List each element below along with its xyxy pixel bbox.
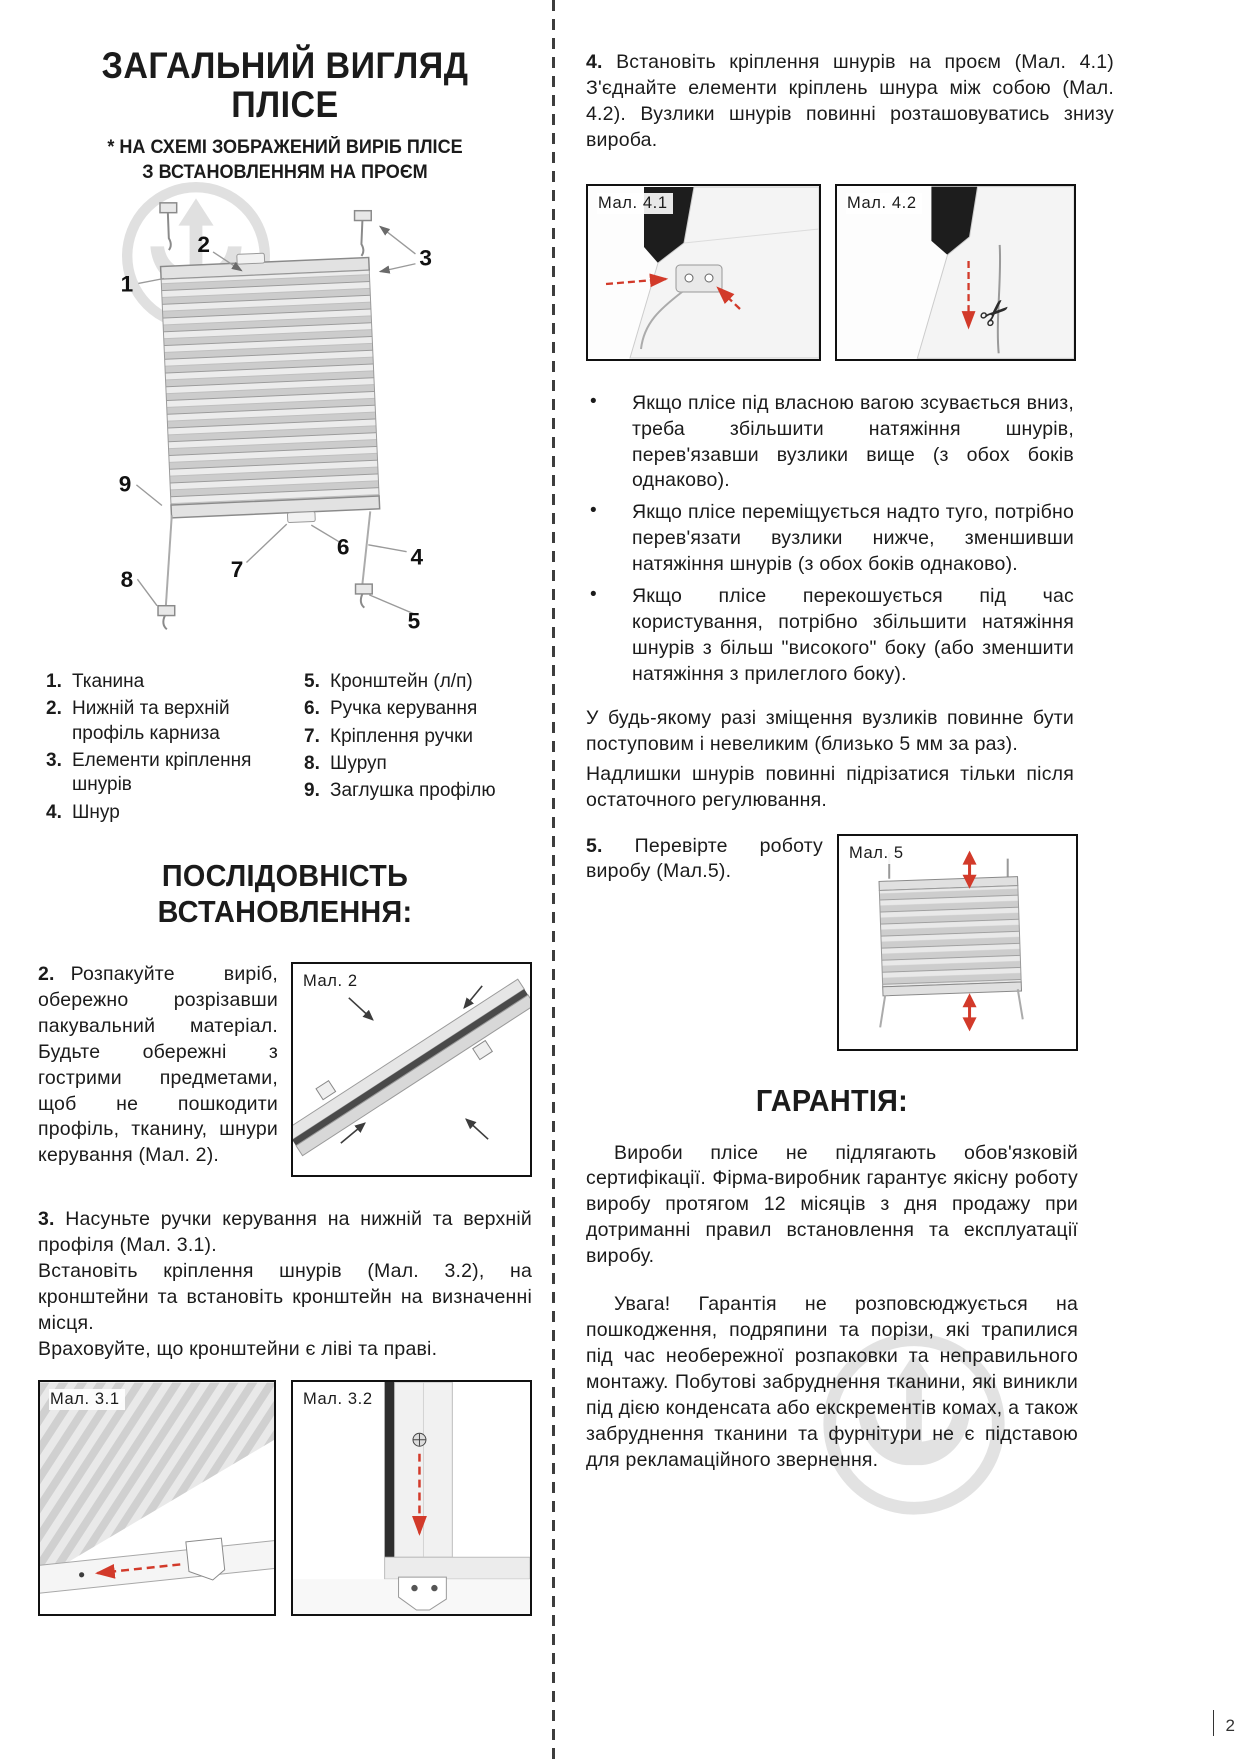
step-line: Враховуйте, що кронштейни є ліві та праві. xyxy=(38,1337,438,1360)
warranty-paragraph-2: Увага! Гарантія не розповсюджується на пошкодження, подряпини та порізи, які трапилися під час необережної розпаковки та неправильного монтажу. Побутові забруднення тканини, які виникли під дією конденсата або екскрементів комах, а також забруднення тканини та фурнітури не є підставою для рекламаційного звернення. xyxy=(586,1293,1078,1471)
step-line xyxy=(38,1207,532,1259)
left-column xyxy=(38,30,532,1616)
bullet-text: Якщо плісе під власною вагою зсувається вниз, треба збільшити натяжіння шнурів, перев'язавши вузлики вище (з обох боків однаково). xyxy=(632,391,1074,492)
figures-4-row xyxy=(586,184,1114,361)
bullet-text: Якщо плісе переміщується надто туго, потрібно перев'язати вузлики нижче, зменшивши натяжіння шнурів (з обох боків однаково). xyxy=(632,501,1074,576)
cord-anchors xyxy=(158,584,372,615)
bullet-text: Якщо плісе перекошується під час користування, потрібно збільшити натяжіння шнурів з більш "високого" боку (або зменшити натяжіння з прилеглого боку). xyxy=(632,585,1074,685)
warranty-paragraph-1: Вироби плісе не підлягають обов'язковій сертифікації. Фірма-виробник гарантує якісну роботу виробу протягом 12 місяців з дня продажу при дотриманні правил встановлення та експлуатації виробу. xyxy=(586,1141,1078,1268)
callout-6: 6 xyxy=(336,534,350,560)
callout-2: 2 xyxy=(197,232,210,258)
list-item xyxy=(586,500,1114,578)
figure-3-2 xyxy=(291,1380,532,1616)
figure-2-label: Мал. 2 xyxy=(302,971,363,992)
step-5-text xyxy=(586,834,823,1051)
step-5-block xyxy=(586,834,1078,1051)
adjustment-tips-list xyxy=(586,391,1114,688)
figure-5 xyxy=(837,834,1078,1051)
legend-item: 8. Шуруп xyxy=(304,753,387,774)
bullet-marker: • xyxy=(590,500,597,522)
warranty-heading: ГАРАНТІЯ: xyxy=(755,1082,909,1118)
check-arrow-down xyxy=(963,993,977,1031)
step-number: 2. xyxy=(38,962,55,985)
step-number: 4. xyxy=(586,51,603,73)
legend-item: 3. Елементи кріплення шнурів xyxy=(46,750,252,796)
installation-heading: ПОСЛІДОВНІСТЬ ВСТАНОВЛЕННЯ: xyxy=(157,857,413,929)
figure-3-1-drawing xyxy=(40,1382,274,1614)
step-2-block xyxy=(38,962,532,1177)
figures-3-row xyxy=(38,1380,532,1616)
step-4-text xyxy=(586,50,1114,154)
step-line: Встановіть кріплення шнурів (Мал. 3.2), на кронштейни та встановіть кронштейн на визначенні місця. xyxy=(38,1259,532,1334)
callout-3: 3 xyxy=(419,245,432,271)
callout-9: 9 xyxy=(118,471,132,497)
list-item xyxy=(586,584,1114,688)
figure-4-2 xyxy=(835,184,1076,361)
right-column xyxy=(586,20,1114,1474)
scissors-icon: ✂ xyxy=(970,287,1021,338)
bullet-marker: • xyxy=(590,390,597,412)
top-brackets xyxy=(160,203,371,221)
note-line: У будь-якому разі зміщення вузликів повинне бути поступовим і невеликим (близько 5 мм за раз). xyxy=(586,706,1074,755)
figure-3-1 xyxy=(38,1380,276,1616)
note-line: З ВСТАНОВЛЕННЯМ НА ПРОЄМ xyxy=(142,161,428,183)
callout-7: 7 xyxy=(230,557,244,583)
callout-8: 8 xyxy=(120,567,134,593)
figure-4-1-label: Мал. 4.1 xyxy=(597,193,673,214)
legend-item: 4. Шнур xyxy=(46,801,120,823)
callout-1: 1 xyxy=(120,271,134,297)
title-line: ЗАГАЛЬНИЙ ВИГЛЯД xyxy=(101,45,469,86)
parts-legend xyxy=(38,670,532,828)
list-item xyxy=(586,391,1114,495)
step-body: Перевірте роботу виробу (Мал.5). xyxy=(586,834,823,883)
note-line: * НА СХЕМІ ЗОБРАЖЕНИЙ ВИРІБ ПЛІСЕ xyxy=(107,137,463,159)
step-number: 5. xyxy=(586,834,603,857)
callout-5: 5 xyxy=(407,608,421,634)
bullet-marker: • xyxy=(590,584,597,606)
figure-5-drawing xyxy=(839,836,1076,1049)
step-body: Насуньте ручки керування на нижній та верхній профіля (Мал. 3.1). xyxy=(38,1207,532,1256)
legend-item: 2. Нижній та верхній профіль карниза xyxy=(46,698,230,744)
step-number: 3. xyxy=(38,1207,55,1230)
figure-2-drawing xyxy=(293,964,530,1175)
figure-4-2-label: Мал. 4.2 xyxy=(846,193,922,214)
step-body: Встановіть кріплення шнурів на проєм (Мал. 4.1) З'єднайте елементи кріплень шнура між собою (Мал. 4.2). Вузлики шнурів повинні розташовуватись знизу вироба. xyxy=(586,51,1114,151)
legend-item: 9. Заглушка профілю xyxy=(304,780,496,802)
legend-column-2 xyxy=(300,670,532,828)
note-line: Надлишки шнурів повинні підрізатися тільки після остаточного регулювання. xyxy=(586,762,1074,811)
figure-4-1 xyxy=(586,184,821,361)
adjustment-notes xyxy=(586,706,1074,814)
blind-overview-diagram xyxy=(46,189,532,656)
figure-3-1-label: Мал. 3.1 xyxy=(49,1389,125,1410)
step-body: Розпакуйте виріб, обережно розрізавши пакувальний матеріал. Будьте обережні з гострими предметами, щоб не пошкодити профіль, тканину, шнури керування (Мал. 2). xyxy=(38,962,278,1167)
pleated-blind xyxy=(160,249,380,528)
callout-4: 4 xyxy=(410,544,424,570)
figure-3-2-label: Мал. 3.2 xyxy=(302,1389,378,1410)
step-2-text xyxy=(38,962,278,1177)
figure-2 xyxy=(291,962,532,1177)
title-note xyxy=(50,136,519,185)
figure-5-label: Мал. 5 xyxy=(848,843,909,864)
figure-3-2-drawing xyxy=(293,1382,530,1614)
legend-item: 6. Ручка керування xyxy=(304,698,478,720)
page-title xyxy=(58,46,512,124)
legend-item: 5. Кронштейн (л/п) xyxy=(304,671,473,693)
page-number: 2 xyxy=(1213,1710,1239,1736)
title-line: ПЛІСЕ xyxy=(231,84,339,126)
column-divider xyxy=(552,0,555,1760)
legend-column-1 xyxy=(38,670,300,828)
step-3-text xyxy=(38,1207,532,1363)
legend-item: 7. Кріплення ручки xyxy=(304,725,474,747)
legend-item: 1. Тканина xyxy=(46,671,145,693)
